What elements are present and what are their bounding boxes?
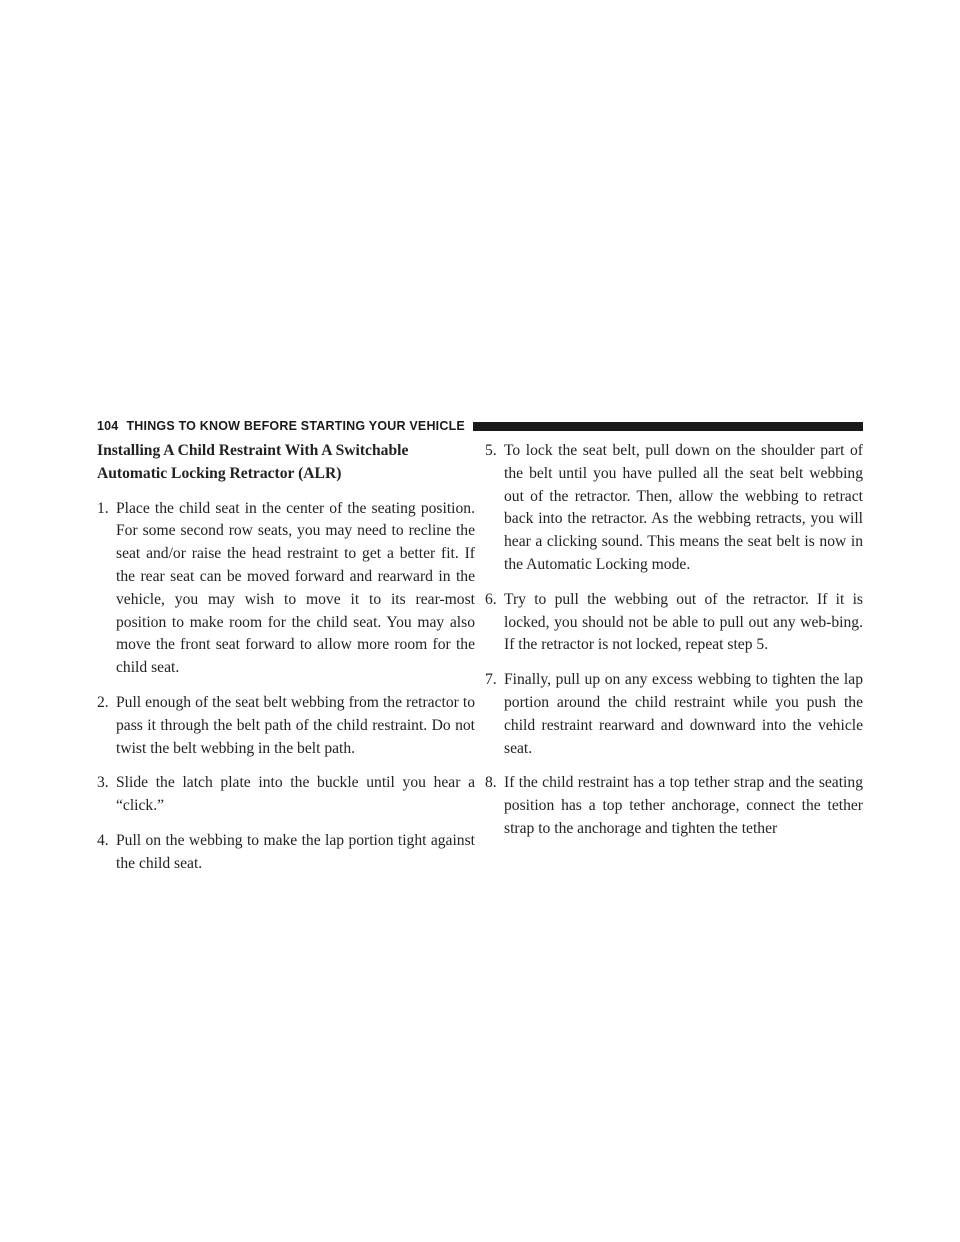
step-number: 3. xyxy=(97,774,109,792)
step-text: If the child restraint has a top tether strap and the seating position has a top tether anchorage, connect the tether strap to the anchorage and tighten the tether xyxy=(504,774,863,837)
step-number: 1. xyxy=(97,499,109,517)
step-item-8 xyxy=(485,772,863,840)
step-number: 8. xyxy=(485,774,497,792)
page-header xyxy=(97,416,863,436)
step-item-2 xyxy=(97,692,475,760)
steps-list-right xyxy=(485,440,863,841)
step-text: To lock the seat belt, pull down on the shoulder part of the belt until you have pulled all the seat belt webbing out of the retractor. Then, allow the webbing to retract back into the retractor. As the webbing retracts, you will hear a clicking sound. This means the seat belt is now in the Automatic Locking mode. xyxy=(504,442,863,573)
step-item-3 xyxy=(97,772,475,818)
page-number: 104 xyxy=(97,419,119,433)
step-item-1 xyxy=(97,498,475,680)
step-text: Slide the latch plate into the buckle until you hear a “click.” xyxy=(116,774,475,815)
step-item-6 xyxy=(485,589,863,657)
step-number: 6. xyxy=(485,590,497,608)
step-item-5 xyxy=(485,440,863,577)
step-text: Pull on the webbing to make the lap portion tight against the child seat. xyxy=(116,831,475,872)
chapter-title: THINGS TO KNOW BEFORE STARTING YOUR VEHICLE xyxy=(126,419,465,433)
right-column xyxy=(485,440,863,853)
step-text: Place the child seat in the center of the seating position. For some second row seats, you may need to recline the seat and/or raise the head restraint to get a better fit. If the rear seat can be moved forward and rearward in the vehicle, you may wish to move it to its rear-most position to make room for the child seat. You may also move the front seat forward to allow more room for the child seat. xyxy=(116,499,475,677)
step-number: 5. xyxy=(485,442,497,459)
step-number: 2. xyxy=(97,693,109,711)
header-rule xyxy=(473,422,863,431)
step-number: 4. xyxy=(97,831,109,849)
left-column xyxy=(97,440,475,888)
section-heading: Installing A Child Restraint With A Switchable Automatic Locking Retractor (ALR) xyxy=(97,442,409,482)
step-item-7 xyxy=(485,669,863,760)
step-text: Try to pull the webbing out of the retractor. If it is locked, you should not be able to pull out any web-bing. If the retractor is not locked, repeat step 5. xyxy=(504,590,863,654)
step-text: Pull enough of the seat belt webbing from the retractor to pass it through the belt path of the child restraint. Do not twist the belt webbing in the belt path. xyxy=(116,693,475,757)
steps-list-left xyxy=(97,498,475,876)
step-text: Finally, pull up on any excess webbing to tighten the lap portion around the child restraint while you push the child restraint rearward and downward into the vehicle seat. xyxy=(504,671,863,757)
step-item-4 xyxy=(97,830,475,876)
step-number: 7. xyxy=(485,671,497,689)
